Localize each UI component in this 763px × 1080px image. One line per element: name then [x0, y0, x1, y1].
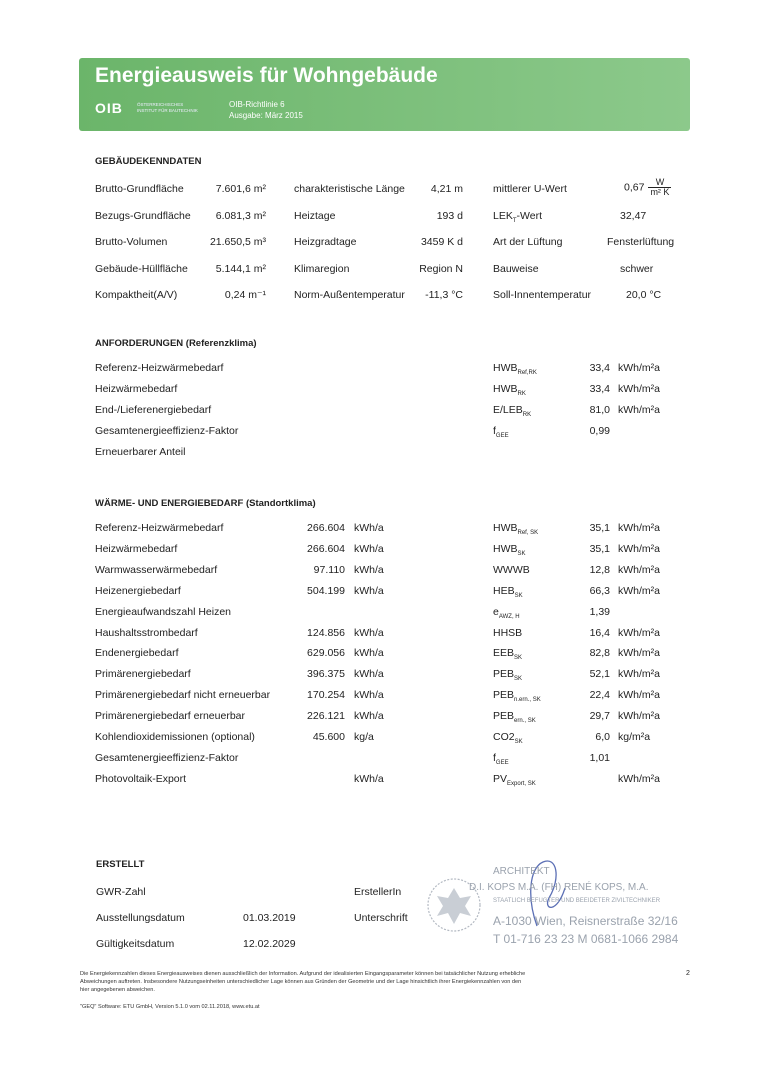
gebaeude-col2-value: Region N — [419, 263, 463, 275]
anforderung-label: Heizwärmebedarf — [95, 383, 178, 395]
waerme-unit: kWh/m²a — [618, 543, 660, 555]
waerme-label: Gesamtenergieeffizienz-Faktor — [95, 752, 239, 764]
anforderung-unit: kWh/m²a — [618, 362, 660, 374]
waerme-abs-value: 45.600 — [312, 731, 345, 743]
software-note: "GEQ" Software: ETU GmbH, Version 5.1.0 vom 02.11.2018, www.etu.at — [80, 1004, 260, 1010]
waerme-value: 12,8 — [589, 564, 610, 576]
waerme-label: Primärenergiebedarf nicht erneuerbar — [95, 689, 271, 701]
waerme-symbol-base: PV — [493, 773, 508, 785]
unterschrift-label: Unterschrift — [354, 912, 408, 924]
anforderung-value: 33,4 — [589, 383, 610, 395]
waerme-symbol-base: PEB — [493, 668, 515, 680]
waerme-abs-value: 266.604 — [307, 543, 345, 555]
waerme-abs-value: 170.254 — [307, 689, 345, 701]
waerme-unit: kWh/m²a — [618, 710, 660, 722]
waerme-value: 6,0 — [595, 731, 610, 743]
oib-ausgabe: Ausgabe: März 2015 — [229, 111, 303, 120]
waerme-value: 1,39 — [589, 606, 610, 618]
waerme-symbol-sub: Ref, SK — [517, 530, 539, 537]
waerme-value: 16,4 — [589, 627, 610, 639]
u-wert-unit — [648, 178, 671, 197]
waerme-unit: kWh/m²a — [618, 647, 660, 659]
waerme-abs-value: 504.199 — [307, 585, 345, 597]
oib-institute-name: ÖSTERREICHISCHES INSTITUT FÜR BAUTECHNIK — [137, 102, 198, 113]
waerme-symbol — [493, 543, 526, 557]
waerme-unit: kWh/m²a — [618, 668, 660, 680]
gebaeude-col3-label — [493, 289, 591, 301]
gebaeude-col2-label: Heiztage — [294, 210, 336, 222]
waerme-unit: kWh/m²a — [618, 773, 660, 785]
gebaeude-col3-label-text: Bauweise — [493, 263, 539, 275]
gebaeude-col3-value: 32,47 — [620, 210, 647, 222]
waerme-symbol-base: HHSB — [493, 627, 523, 639]
waerme-symbol-sub: SK — [514, 593, 523, 600]
oib-richtlinie: OIB-Richtlinie 6 — [229, 100, 285, 109]
gebaeude-col3-label — [493, 236, 562, 248]
anforderung-label: Referenz-Heizwärmebedarf — [95, 362, 224, 374]
waerme-symbol — [493, 522, 538, 536]
gebaeude-col1-label: Brutto-Volumen — [95, 236, 168, 248]
waerme-label: Primärenergiebedarf — [95, 668, 191, 680]
stamp-line-5: T 01-716 23 23 M 0681-1066 2984 — [493, 932, 679, 946]
waerme-abs-value: 226.121 — [307, 710, 345, 722]
gebaeude-col3-label — [493, 263, 539, 275]
anforderung-symbol-base: HWB — [493, 362, 518, 374]
section-title-anforderungen: ANFORDERUNGEN (Referenzklima) — [95, 338, 257, 349]
waerme-value: 1,01 — [589, 752, 610, 764]
gebaeude-col3-label — [493, 210, 542, 224]
gwr-label: GWR-Zahl — [96, 886, 146, 898]
waerme-abs-unit: kWh/a — [354, 689, 384, 701]
waerme-label: Kohlendioxidemissionen (optional) — [95, 731, 255, 743]
gebaeude-col3-label-text: mittlerer U-Wert — [493, 183, 567, 195]
waerme-abs-unit: kWh/a — [354, 668, 384, 680]
anforderung-symbol-base: f — [493, 425, 496, 437]
waerme-symbol-base: EEB — [493, 647, 515, 659]
gebaeude-col1-label: Gebäude-Hüllfläche — [95, 263, 188, 275]
waerme-value: 52,1 — [589, 668, 610, 680]
waerme-symbol — [493, 752, 509, 766]
anforderung-value: 81,0 — [589, 404, 610, 416]
anforderung-symbol-base: HWB — [493, 383, 518, 395]
disclaimer-line-3: hier angegebenen abweichen. — [80, 987, 155, 993]
u-wert-unit-den: m² K — [650, 187, 670, 197]
gebaeude-col2-label: charakteristische Länge — [294, 183, 405, 195]
architect-stamp — [425, 862, 715, 962]
waerme-value: 82,8 — [589, 647, 610, 659]
waerme-symbol-base: HWB — [493, 543, 518, 555]
waerme-symbol-base: f — [493, 752, 496, 764]
waerme-symbol — [493, 689, 541, 703]
waerme-value: 35,1 — [589, 543, 610, 555]
waerme-unit: kWh/m²a — [618, 627, 660, 639]
anforderung-symbol — [493, 425, 509, 439]
waerme-symbol-base: e — [493, 606, 499, 618]
page-number: 2 — [686, 970, 690, 977]
anforderung-value: 0,99 — [589, 425, 610, 437]
waerme-abs-unit: kWh/a — [354, 773, 384, 785]
ersteller-label: ErstellerIn — [354, 886, 402, 898]
waerme-symbol-base: WWWB — [493, 564, 530, 576]
section-title-erstellt: ERSTELLT — [96, 859, 145, 870]
anforderung-unit: kWh/m²a — [618, 404, 660, 416]
waerme-symbol — [493, 647, 522, 661]
waerme-label: Primärenergiebedarf erneuerbar — [95, 710, 245, 722]
gebaeude-col3-value: Fensterlüftung — [607, 236, 675, 248]
waerme-label: Warmwasserwärmebedarf — [95, 564, 218, 576]
gebaeude-col3-label — [493, 183, 567, 195]
gebaeude-col1-value: 5.144,1 m² — [215, 263, 266, 275]
waerme-abs-unit: kWh/a — [354, 522, 384, 534]
gebaeude-col1-value: 7.601,6 m² — [215, 183, 266, 195]
waerme-symbol-sub: ern., SK — [514, 718, 536, 725]
waerme-symbol-base: PEB — [493, 689, 515, 701]
waerme-abs-unit: kWh/a — [354, 710, 384, 722]
waerme-unit: kWh/m²a — [618, 689, 660, 701]
gebaeude-col1-value: 0,24 m⁻¹ — [224, 289, 266, 301]
waerme-abs-value: 97.110 — [313, 564, 345, 576]
gebaeude-col2-label: Heizgradtage — [294, 236, 357, 248]
anforderung-label: Erneuerbarer Anteil — [95, 446, 186, 458]
stamp-line-1: ARCHITEKT — [493, 866, 550, 877]
waerme-symbol — [493, 564, 530, 578]
waerme-symbol-base: PEB — [493, 710, 515, 722]
waerme-symbol-sub: SK — [514, 739, 523, 746]
anforderung-symbol — [493, 362, 537, 376]
waerme-symbol-sub: SK — [517, 551, 526, 558]
waerme-value: 35,1 — [589, 522, 610, 534]
waerme-symbol — [493, 668, 522, 682]
anforderung-symbol — [493, 383, 526, 397]
gebaeude-col2-label: Klimaregion — [294, 263, 350, 275]
waerme-symbol-base: CO2 — [493, 731, 515, 743]
waerme-symbol — [493, 710, 536, 724]
waerme-symbol — [493, 773, 536, 787]
waerme-value: 66,3 — [589, 585, 610, 597]
gebaeude-col1-value: 21.650,5 m³ — [209, 236, 266, 248]
waerme-unit: kWh/m²a — [618, 585, 660, 597]
waerme-abs-unit: kg/a — [354, 731, 374, 743]
stamp-line-4: A-1030 Wien, Reisnerstraße 32/16 — [493, 914, 678, 928]
waerme-symbol — [493, 731, 523, 745]
gueltig-label: Gültigkeitsdatum — [96, 938, 175, 950]
section-title-waerme: WÄRME- UND ENERGIEBEDARF (Standortklima) — [95, 498, 316, 509]
disclaimer-line-1: Die Energiekennzahlen dieses Energieausweises dienen ausschließlich der Information. Aufgrund der idealisierten Eingangsparameter können bei tatsächlicher Nutzung erhebliche — [80, 971, 526, 977]
waerme-symbol — [493, 585, 523, 599]
gebaeude-col3-label-text: Art der Lüftung — [493, 236, 563, 248]
ausstellung-label: Ausstellungsdatum — [96, 912, 185, 924]
waerme-abs-unit: kWh/a — [354, 647, 384, 659]
anforderung-label: End-/Lieferenergiebedarf — [95, 404, 212, 416]
gebaeude-col3-label-sub: T — [512, 218, 517, 225]
waerme-unit: kWh/m²a — [618, 564, 660, 576]
waerme-label: Haushaltsstrombedarf — [95, 627, 198, 639]
gebaeude-col3-label-text: LEK — [493, 210, 513, 222]
gebaeude-col2-label: Norm-Außentemperatur — [294, 289, 405, 301]
header-banner — [79, 58, 690, 131]
waerme-value: 29,7 — [589, 710, 610, 722]
waerme-symbol-base: HEB — [493, 585, 515, 597]
stamp-line-3: STAATLICH BEFUGTER UND BEEIDETER ZIVILTECHNIKER — [493, 898, 661, 904]
gebaeude-col1-label: Bezugs-Grundfläche — [95, 210, 191, 222]
waerme-abs-unit: kWh/a — [354, 627, 384, 639]
gueltig-value: 12.02.2029 — [243, 938, 296, 950]
anforderung-symbol — [493, 404, 531, 418]
waerme-label: Energieaufwandszahl Heizen — [95, 606, 232, 618]
stamp-line-2: D.I. KOPS M.A. (FH) RENÉ KOPS, M.A. — [469, 882, 649, 893]
waerme-symbol — [493, 606, 520, 620]
gebaeude-col3-label-suffix: -Wert — [516, 210, 543, 222]
waerme-symbol-sub: SK — [514, 655, 523, 662]
waerme-label: Referenz-Heizwärmebedarf — [95, 522, 224, 534]
waerme-symbol-sub: Export, SK — [507, 781, 536, 788]
waerme-abs-value: 124.856 — [307, 627, 345, 639]
waerme-abs-unit: kWh/a — [354, 564, 384, 576]
gebaeude-col2-value: 4,21 m — [430, 183, 463, 195]
waerme-label: Photovoltaik-Export — [95, 773, 187, 785]
waerme-symbol-sub: SK — [514, 676, 523, 683]
waerme-abs-value: 629.056 — [307, 647, 345, 659]
disclaimer-line-2: Abweichungen auftreten. Insbesondere Nutzungseinheiten unterschiedlicher Lage können aus Gründen der Geometrie und der Lage hinsichtlich ihrer Energiekennzahlen von den — [80, 979, 522, 985]
anforderung-label: Gesamtenergieeffizienz-Faktor — [95, 425, 239, 437]
anforderung-symbol-base: E/LEB — [493, 404, 523, 416]
u-wert-value: 0,67 — [624, 181, 645, 194]
oib-logo: OIB — [95, 100, 123, 116]
section-title-gebaeudekenndaten: GEBÄUDEKENNDATEN — [95, 156, 202, 167]
gebaeude-col2-value: 3459 K d — [420, 236, 463, 248]
u-wert-unit-num: W — [648, 178, 671, 188]
gebaeude-col2-value: -11,3 °C — [425, 289, 463, 301]
waerme-label: Heizwärmebedarf — [95, 543, 178, 555]
gebaeude-col1-label: Kompaktheit(A/V) — [95, 289, 178, 301]
waerme-abs-unit: kWh/a — [354, 585, 384, 597]
waerme-unit: kWh/m²a — [618, 522, 660, 534]
gebaeude-col3-value: schwer — [620, 263, 654, 275]
waerme-label: Heizenergiebedarf — [95, 585, 181, 597]
gebaeude-col1-value: 6.081,3 m² — [215, 210, 266, 222]
u-wert-value-group — [624, 178, 671, 197]
anforderung-symbol-sub: Ref,RK — [517, 370, 537, 377]
ausstellung-value: 01.03.2019 — [243, 912, 296, 924]
document-title: Energieausweis für Wohngebäude — [95, 64, 438, 87]
anforderung-symbol-sub: RK — [517, 391, 526, 398]
waerme-unit: kg/m²a — [618, 731, 651, 743]
gebaeude-col3-value: 20,0 °C — [626, 289, 662, 301]
gebaeude-col1-label: Brutto-Grundfläche — [95, 183, 184, 195]
anforderung-symbol-sub: GEE — [495, 433, 509, 440]
waerme-abs-value: 396.375 — [307, 668, 345, 680]
anforderung-value: 33,4 — [589, 362, 610, 374]
waerme-symbol — [493, 627, 522, 641]
anforderung-unit: kWh/m²a — [618, 383, 660, 395]
waerme-symbol-base: HWB — [493, 522, 518, 534]
waerme-abs-unit: kWh/a — [354, 543, 384, 555]
gebaeude-col2-value: 193 d — [436, 210, 463, 222]
waerme-label: Endenergiebedarf — [95, 647, 179, 659]
waerme-abs-value: 266.604 — [307, 522, 345, 534]
gebaeude-col3-label-text: Soll-Innentemperatur — [493, 289, 592, 301]
waerme-symbol-sub: AWZ, H — [498, 614, 520, 621]
waerme-symbol-sub: n.ern., SK — [514, 697, 541, 704]
waerme-symbol-sub: GEE — [495, 760, 509, 767]
waerme-value: 22,4 — [589, 689, 610, 701]
anforderung-symbol-sub: RK — [522, 412, 532, 419]
